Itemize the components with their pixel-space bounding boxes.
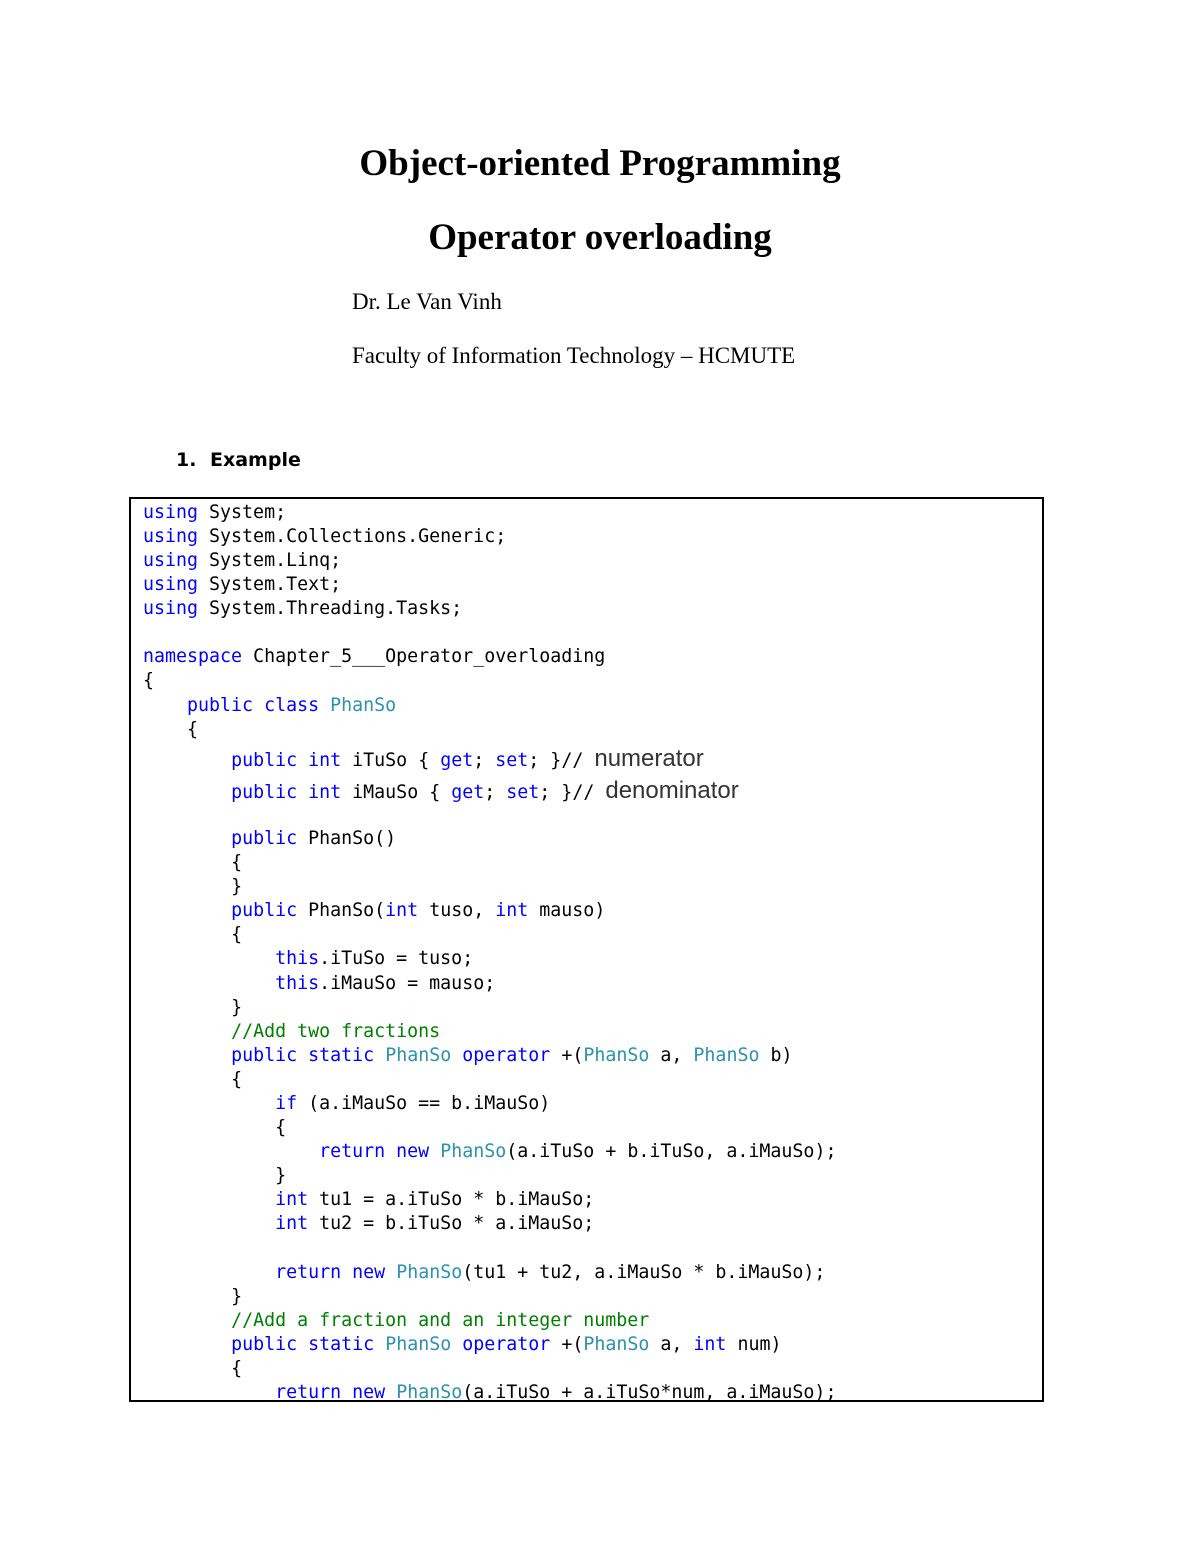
code-line: this.iTuSo = tuso; (275, 948, 474, 969)
code-line: using System.Threading.Tasks; (143, 598, 463, 619)
section-title: Example (210, 449, 301, 471)
code-line: public PhanSo() (231, 828, 397, 849)
code-line: int tu1 = a.iTuSo * b.iMauSo; (275, 1189, 595, 1210)
code-line: public static PhanSo operator +(PhanSo a, int num) (231, 1334, 782, 1355)
code-line: int tu2 = b.iTuSo * a.iMauSo; (275, 1213, 595, 1234)
code-line: using System.Text; (143, 574, 342, 595)
code-block (129, 497, 1044, 1402)
code-line: } (231, 876, 243, 897)
code-line: namespace Chapter_5___Operator_overloading (143, 646, 606, 667)
code-line: public static PhanSo operator +(PhanSo a, PhanSo b) (231, 1045, 793, 1066)
code-line: public int iMauSo { get; set; }// denominator (231, 777, 739, 804)
comment-note: numerator (594, 745, 704, 772)
comment-note: denominator (605, 777, 739, 804)
code-line: } (231, 1286, 243, 1307)
code-line: //Add two fractions (231, 1021, 441, 1042)
section-heading (176, 449, 301, 471)
code-line: { (275, 1117, 287, 1138)
code-line: if (a.iMauSo == b.iMauSo) (275, 1093, 551, 1114)
code-line: //Add a fraction and an integer number (231, 1310, 650, 1331)
code-line: { (231, 1358, 243, 1379)
code-line: { (231, 924, 243, 945)
code-line: return new PhanSo(a.iTuSo + a.iTuSo*num, a.iMauSo); (275, 1382, 837, 1402)
code-line: { (231, 1069, 243, 1090)
faculty: Faculty of Information Technology – HCMUTE (352, 343, 796, 368)
code-line: { (143, 670, 155, 691)
section-number: 1. (176, 449, 197, 471)
code-line: return new PhanSo(a.iTuSo + b.iTuSo, a.iMauSo); (319, 1141, 837, 1162)
code-line: return new PhanSo(tu1 + tu2, a.iMauSo * b.iMauSo); (275, 1262, 826, 1283)
code-line: { (187, 719, 199, 740)
code-line: { (231, 852, 243, 873)
code-line: using System; (143, 502, 287, 523)
code-line: using System.Collections.Generic; (143, 526, 507, 547)
code-line: } (231, 997, 243, 1018)
code-line: this.iMauSo = mauso; (275, 973, 496, 994)
code-line: public class PhanSo (187, 695, 397, 716)
code-line: } (275, 1165, 287, 1186)
code-line: using System.Linq; (143, 550, 342, 571)
code-line: public int iTuSo { get; set; }// numerator (231, 745, 704, 772)
code-line: public PhanSo(int tuso, int mauso) (231, 900, 606, 921)
subtitle: Operator overloading (428, 217, 772, 258)
title: Object-oriented Programming (359, 143, 841, 184)
author: Dr. Le Van Vinh (352, 289, 502, 314)
